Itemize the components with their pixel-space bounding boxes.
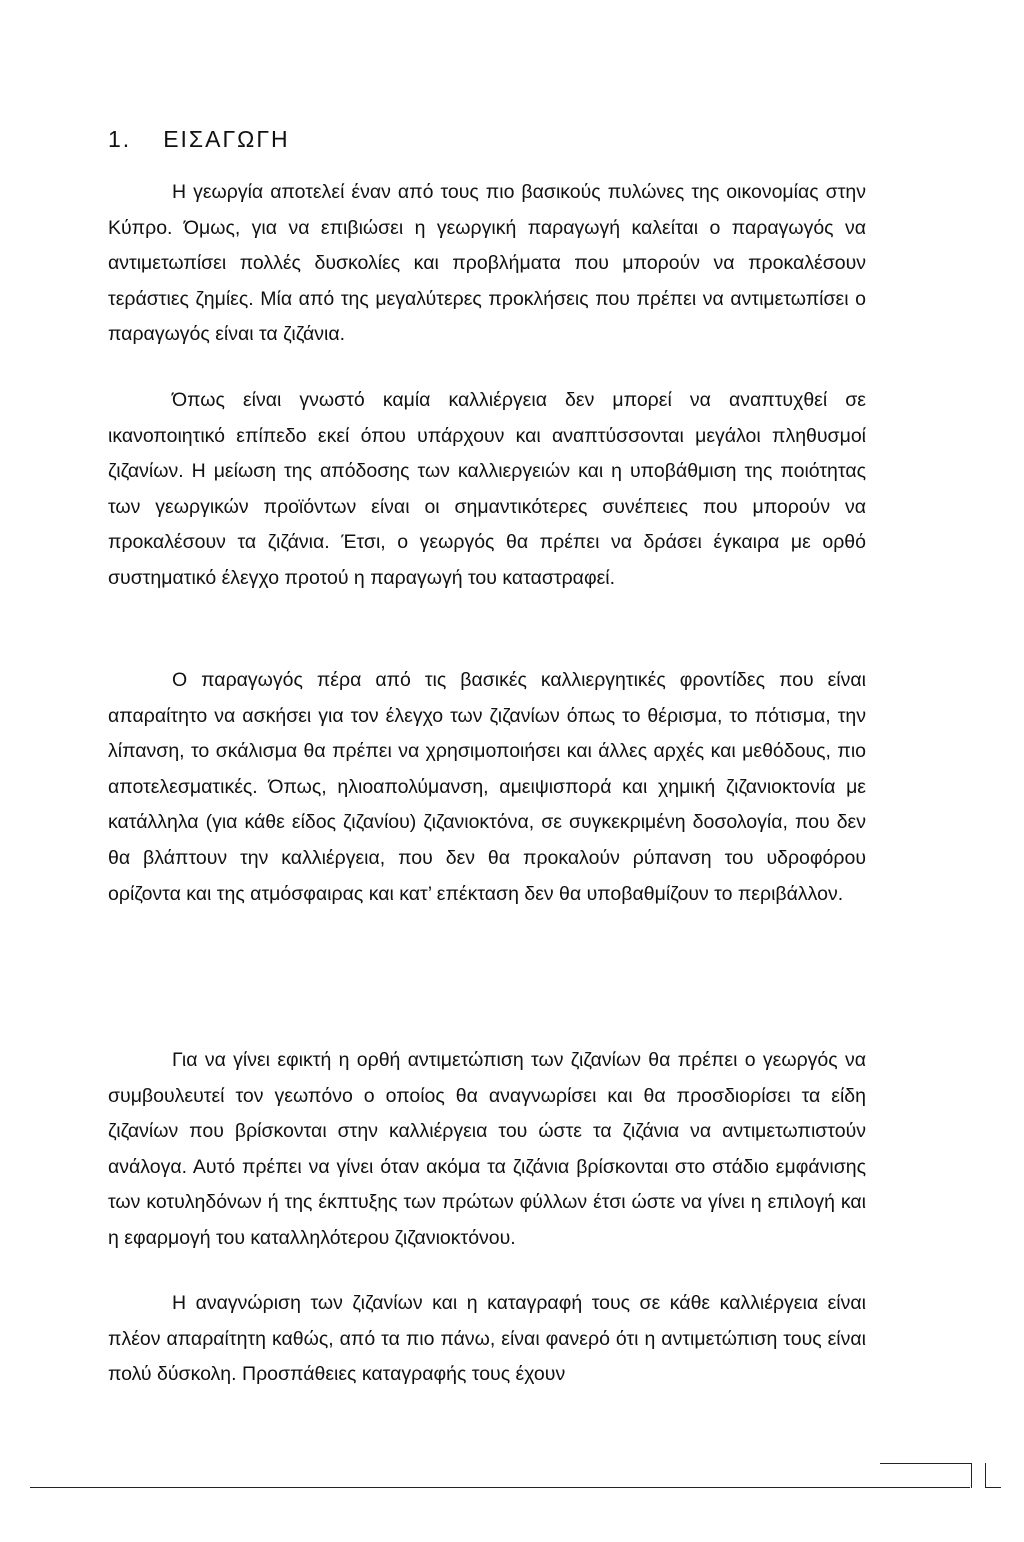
footer-rule-tick (971, 1463, 972, 1488)
paragraph: Ο παραγωγός πέρα από τις βασικές καλλιεργητικές φροντίδες που είναι απαραίτητο να ασκήσει για τον έλεγχο των ζιζανίων όπως το θέρισμα, το πότισμα, την λίπανση, το σκάλισμα θα πρέπει να χρησιμοποιήσει και άλλες αρχές και μεθόδους, πιο αποτελεσματικές. Όπως, ηλιοαπολύμανση, αμειψισπορά και χημική ζιζανιοκτονία με κατάλληλα (για κάθε είδος ζιζανίου) ζιζανιοκτόνα, σε συγκεκριμένη δοσολογία, που δεν θα βλάπτουν την καλλιέργεια, που δεν θα προκαλούν ρύπανση του υδροφόρου ορίζοντα και της ατμόσφαιρας και κατ’ επέκταση δεν θα υποβαθμίζουν το περιβάλλον. (108, 669, 866, 905)
section-title: ΕΙΣΑΓΩΓΗ (163, 126, 290, 152)
section-heading (108, 126, 290, 153)
paragraph: Όπως είναι γνωστό καμία καλλιέργεια δεν μπορεί να αναπτυχθεί σε ικανοποιητικό επίπεδο εκεί όπου υπάρχουν και αναπτύσσονται μεγάλοι πληθυσμοί ζιζανίων. Η μείωση της απόδοσης των καλλιεργειών και η υποβάθμιση της ποιότητας των γεωργικών προϊόντων είναι οι σημαντικότερες συνέπειες που μπορούν να προκαλέσουν τα ζιζάνια. Έτσι, ο γεωργός θα πρέπει να δράσει έγκαιρα με ορθό συστηματικό έλεγχο προτού η παραγωγή του καταστραφεί. (108, 389, 866, 589)
section-number: 1. (108, 126, 132, 152)
footer-rule (30, 1487, 970, 1488)
paragraph: Η αναγνώριση των ζιζανίων και η καταγραφή τους σε κάθε καλλιέργεια είναι πλέον απαραίτητη καθώς, από τα πιο πάνω, είναι φανερό ότι η αντιμετώπιση τους είναι πολύ δύσκολη. Προσπάθειες καταγραφής τους έχουν (108, 1292, 866, 1386)
paragraph: Η γεωργία αποτελεί έναν από τους πιο βασικούς πυλώνες της οικονομίας στην Κύπρο. Όμως, για να επιβιώσει η γεωργική παραγωγή καλείται ο παραγωγός να αντιμετωπίσει πολλές δυσκολίες και προβλήματα που μπορούν να προκαλέσουν τεράστιες ζημίες. Μία από της μεγαλύτερες προκλήσεις που πρέπει να αντιμετωπίσει ο παραγωγός είναι τα ζιζάνια. (108, 181, 866, 346)
footer-rule-end (985, 1487, 1001, 1488)
footer-rule-top (880, 1463, 972, 1464)
paragraph: Για να γίνει εφικτή η ορθή αντιμετώπιση των ζιζανίων θα πρέπει ο γεωργός να συμβουλευτεί τον γεωπόνο ο οποίος θα αναγνωρίσει και θα προσδιορίσει τα είδη ζιζανίων που βρίσκονται στην καλλιέργεια του ώστε τα ζιζάνια να αντιμετωπιστούν ανάλογα. Αυτό πρέπει να γίνει όταν ακόμα τα ζιζάνια βρίσκονται στο στάδιο εμφάνισης των κοτυληδόνων ή της έκπτυξης των πρώτων φύλλων έτσι ώστε να γίνει η επιλογή και η εφαρμογή του καταλληλότερου ζιζανιοκτόνου. (108, 1049, 866, 1249)
footer-rule-tick (985, 1463, 986, 1488)
